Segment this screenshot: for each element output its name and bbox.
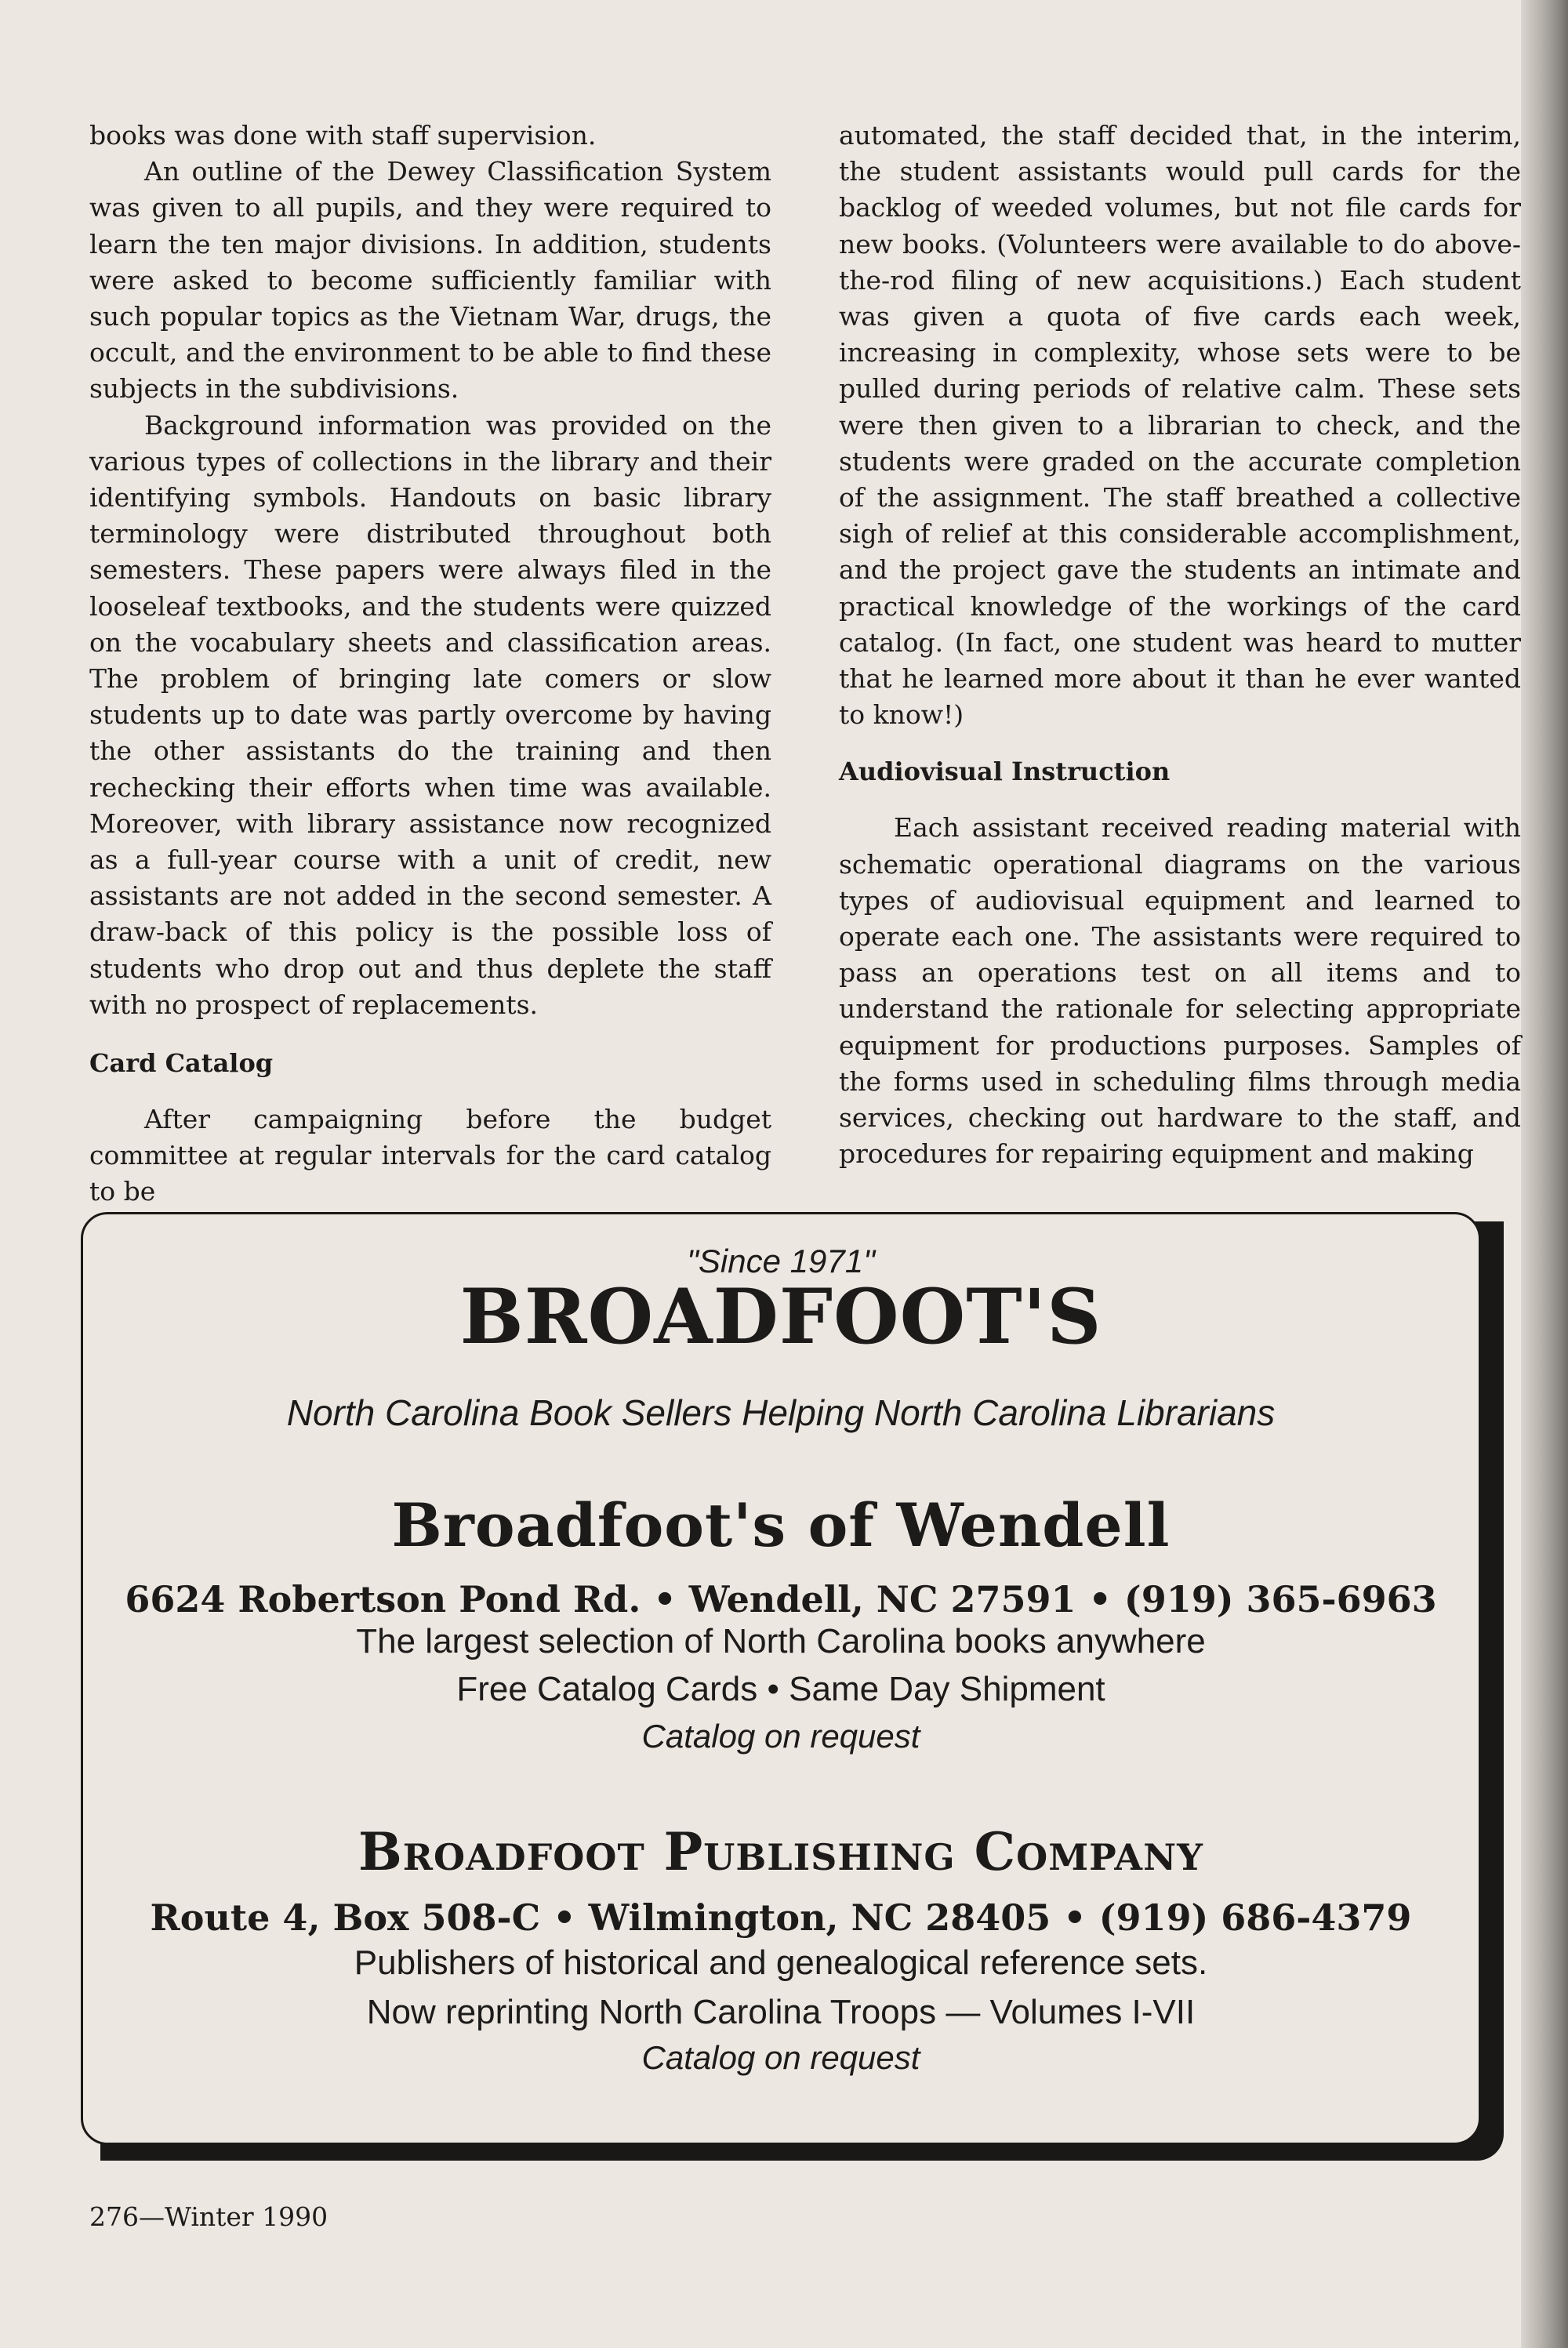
ad-publisher-name: Broadfoot Publishing Company	[358, 1821, 1203, 1882]
ad-since: "Since 1971"	[687, 1243, 875, 1279]
ad-store-name: Broadfoot's of Wendell	[391, 1490, 1171, 1560]
page-footer: 276—Winter 1990	[89, 2201, 328, 2232]
left-paragraph-1: books was done with staff supervision.	[89, 120, 597, 151]
ad-reprinting: Now reprinting North Carolina Troops — Volumes I-VII	[366, 1993, 1196, 2031]
left-paragraph-4: After campaigning before the budget committee at regular intervals for the card catalog to be	[89, 1104, 771, 1207]
left-paragraph-3: Background information was provided on the various types of collections in the library and their identifying symbols. Handouts on basic library terminology were distributed throughout both semesters. These papers were always filed in the looseleaf textbooks, and the students were quizzed on the vocabulary sheets and classification areas. The problem of bringing late comers or slow students up to date was partly overcome by having the other assistants do the training and then rechecking their efforts when time was available. Moreover, with library assistance now recognized as a full-year course with a unit of credit, new assistants are not added in the second semester. A draw-back of this policy is the possible loss of students who drop out and thus deplete the staff with no prospect of replacements.	[89, 409, 771, 1020]
card-catalog-heading: Card Catalog	[89, 1048, 274, 1079]
right-column	[839, 118, 1521, 1172]
broadfoot-advertisement	[81, 1212, 1481, 2145]
audiovisual-heading: Audiovisual Instruction	[839, 757, 1171, 787]
ad-selection: The largest selection of North Carolina books anywhere	[356, 1622, 1206, 1660]
ad-publishers-line: Publishers of historical and genealogical reference sets.	[354, 1943, 1208, 1982]
ad-tagline: North Carolina Book Sellers Helping North Carolina Librarians	[286, 1392, 1276, 1433]
ad-catalog-request-1: Catalog on request	[641, 1718, 920, 1755]
right-paragraph-2: Each assistant received reading material with schematic operational diagrams on the various types of audiovisual equipment and learned to operate each one. The assistants were required to pass an operations test on all items and to understand the rationale for selecting appropriate equipment for productions purposes. Samples of the forms used in scheduling films through media services, checking out hardware to the staff, and procedures for repairing equipment and making	[839, 812, 1521, 1170]
ad-services: Free Catalog Cards • Same Day Shipment	[456, 1670, 1105, 1708]
ad-store-address: 6624 Robertson Pond Rd. • Wendell, NC 27591 • (919) 365-6963	[125, 1578, 1437, 1620]
left-column	[89, 118, 771, 1210]
ad-brand-name: BROADFOOT'S	[459, 1272, 1102, 1361]
left-paragraph-2: An outline of the Dewey Classification System was given to all pupils, and they were required to learn the ten major divisions. In addition, students were asked to become sufficiently familiar with such popular topics as the Vietnam War, drugs, the occult, and the environment to be able to find these subjects in the subdivisions.	[89, 156, 771, 405]
ad-publisher-address: Route 4, Box 508-C • Wilmington, NC 28405 • (919) 686-4379	[150, 1896, 1412, 1939]
ad-catalog-request-2: Catalog on request	[641, 2039, 920, 2076]
page-spine-shadow	[1521, 0, 1568, 2348]
right-paragraph-1: automated, the staff decided that, in the interim, the student assistants would pull cards for the backlog of weeded volumes, but not file cards for new books. (Volunteers were available to do above-the-rod filing of new acquisitions.) Each student was given a quota of five cards each week, increasing in complexity, whose sets were to be pulled during periods of relative calm. These sets were then given to a librarian to check, and the students were graded on the accurate completion of the assignment. The staff breathed a collective sigh of relief at this considerable accomplishment, and the project gave the students an intimate and practical knowledge of the workings of the card catalog. (In fact, one student was heard to mutter that he learned more about it than he ever wanted to know!)	[839, 120, 1521, 731]
